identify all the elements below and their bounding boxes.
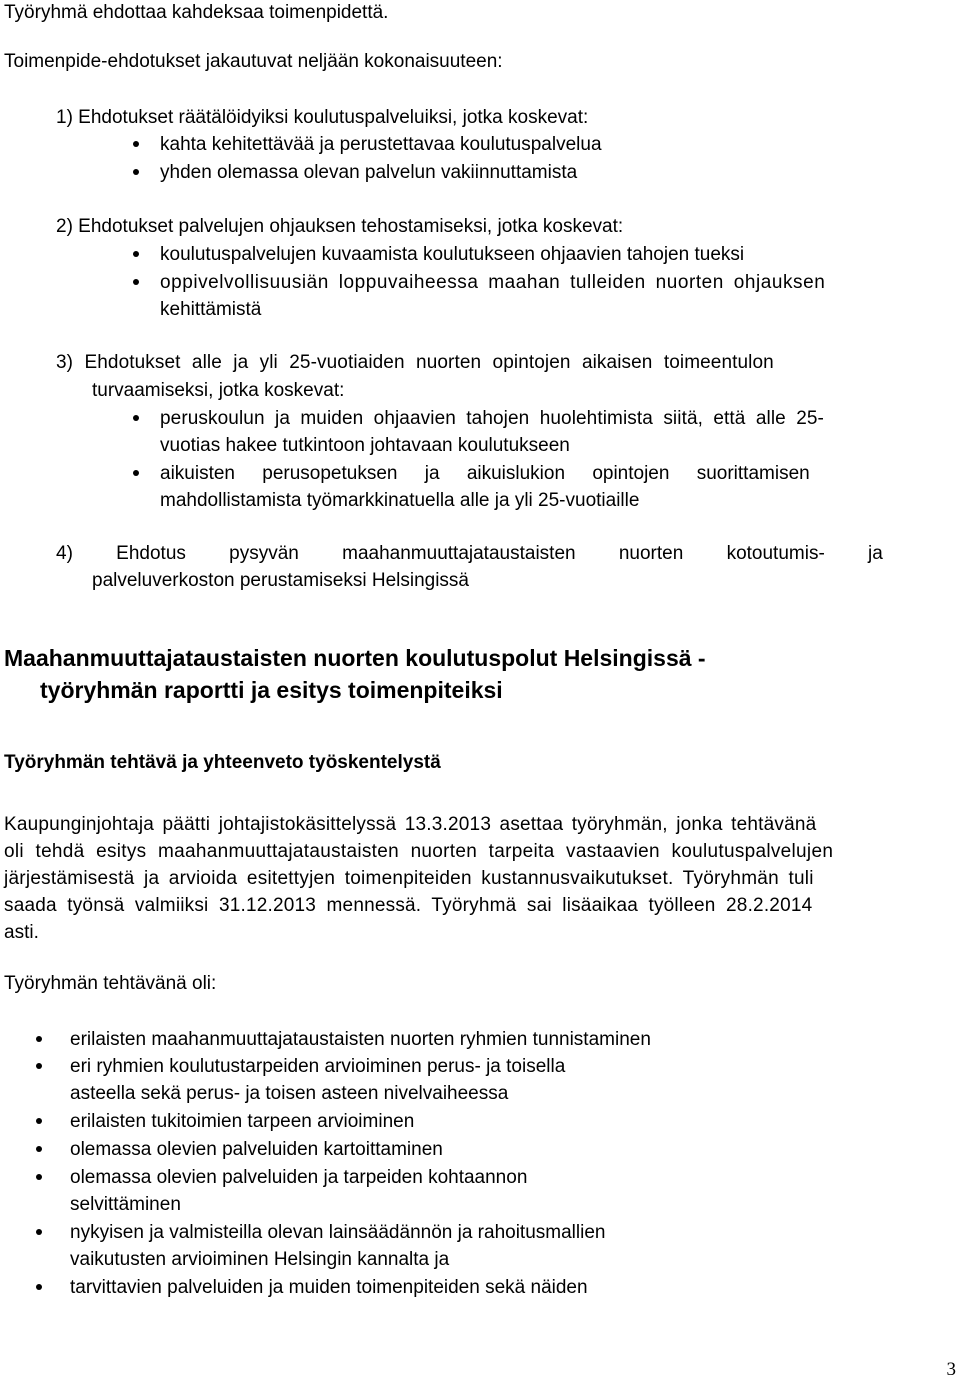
proposal-3-bullet-2-cont: mahdollistamista työmarkkinatuella alle ja yli 25-vuotiaille — [160, 490, 640, 511]
bullet-icon — [133, 470, 139, 476]
report-heading-line-1: Maahanmuuttajataustaisten nuorten koulutuspolut Helsingissä - — [4, 645, 706, 671]
proposal-2-bullet-2 — [160, 272, 956, 294]
intro-line-2: Toimenpide-ehdotukset jakautuvat neljään kokonaisuuteen: — [4, 51, 503, 72]
paragraph-line-1: Kaupunginjohtaja päätti johtajistokäsittelyssä 13.3.2013 asettaa työryhmän, jonka tehtävänä — [4, 814, 817, 835]
bullet-icon — [36, 1118, 42, 1124]
task-item: tarvittavien palveluiden ja muiden toimenpiteiden sekä näiden — [70, 1277, 588, 1298]
tasks-intro: Työryhmän tehtävänä oli: — [4, 973, 217, 994]
proposal-2-bullet-2-cont: kehittämistä — [160, 299, 262, 320]
bullet-icon — [133, 415, 139, 421]
task-item: nykyisen ja valmisteilla olevan lainsäädännön ja rahoitusmallien — [70, 1222, 606, 1243]
task-item: olemassa olevien palveluiden kartoittaminen — [70, 1139, 443, 1160]
paragraph-line-5: asti. — [4, 922, 39, 943]
task-item-cont: vaikutusten arvioiminen Helsingin kannalta ja — [70, 1249, 450, 1270]
bullet-icon — [133, 141, 139, 147]
proposal-4-title-2: palveluverkoston perustamiseksi Helsingissä — [92, 570, 470, 591]
report-heading-line-2: työryhmän raportti ja esitys toimenpiteiksi — [40, 677, 503, 703]
task-item: erilaisten tukitoimien tarpeen arvioiminen — [70, 1111, 415, 1132]
bullet-icon — [36, 1284, 42, 1290]
paragraph-line-2: oli tehdä esitys maahanmuuttajataustaisten nuorten tarpeita vastaavien koulutuspalvelujen — [4, 841, 834, 862]
proposal-2-title: 2) Ehdotukset palvelujen ohjauksen tehostamiseksi, jotka koskevat: — [56, 216, 624, 237]
bullet-icon — [36, 1146, 42, 1152]
task-item: eri ryhmien koulutustarpeiden arvioiminen perus- ja toisella — [70, 1056, 566, 1077]
proposal-3-bullet-1-cont: vuotias hakee tutkintoon johtavaan koulutukseen — [160, 435, 570, 456]
proposal-4-title-1: 4) Ehdotus pysyvän maahanmuuttajataustaisten nuorten kotoutumis- ja — [56, 543, 883, 564]
task-item: erilaisten maahanmuuttajataustaisten nuorten ryhmien tunnistaminen — [70, 1029, 651, 1050]
section-heading: Työryhmän tehtävä ja yhteenveto työskentelystä — [4, 752, 441, 773]
bullet-icon — [36, 1174, 42, 1180]
bullet-icon — [36, 1036, 42, 1042]
page-number: 3 — [946, 1359, 956, 1380]
bullet-icon — [133, 251, 139, 257]
proposal-3-title-2: turvaamiseksi, jotka koskevat: — [92, 380, 345, 401]
bullet-icon — [133, 169, 139, 175]
proposal-3-bullet-1: peruskoulun ja muiden ohjaavien tahojen huolehtimista siitä, että alle 25- — [160, 408, 824, 429]
proposal-3-title-1: 3) Ehdotukset alle ja yli 25-vuotiaiden nuorten opintojen aikaisen toimeentulon — [56, 352, 774, 373]
proposal-1-title: 1) Ehdotukset räätälöidyiksi koulutuspalveluiksi, jotka koskevat: — [56, 107, 589, 128]
task-item-cont: selvittäminen — [70, 1194, 181, 1215]
proposal-1-bullet-2: yhden olemassa olevan palvelun vakiinnuttamista — [160, 162, 578, 183]
proposal-2-bullet-2-text: oppivelvollisuusiän loppuvaiheessa maahan tulleiden nuorten ohjauksen — [160, 272, 826, 293]
intro-line-1: Työryhmä ehdottaa kahdeksaa toimenpidettä. — [4, 2, 389, 23]
task-item-cont: asteella sekä perus- ja toisen asteen nivelvaiheessa — [70, 1083, 509, 1104]
task-item: olemassa olevien palveluiden ja tarpeiden kohtaannon — [70, 1167, 528, 1188]
bullet-icon — [36, 1229, 42, 1235]
bullet-icon — [36, 1063, 42, 1069]
proposal-2-bullet-1: koulutuspalvelujen kuvaamista koulutukseen ohjaavien tahojen tueksi — [160, 244, 745, 265]
paragraph-line-3: järjestämisestä ja arvioida esitettyjen toimenpiteiden kustannusvaikutukset. Työryhmän tuli — [4, 868, 814, 889]
proposal-1-bullet-1: kahta kehitettävää ja perustettavaa koulutuspalvelua — [160, 134, 602, 155]
paragraph-line-4: saada työnsä valmiiksi 31.12.2013 mennessä. Työryhmä sai lisäaikaa työlleen 28.2.2014 — [4, 895, 813, 916]
bullet-icon — [133, 279, 139, 285]
proposal-3-bullet-2: aikuisten perusopetuksen ja aikuislukion opintojen suorittamisen — [160, 463, 810, 484]
